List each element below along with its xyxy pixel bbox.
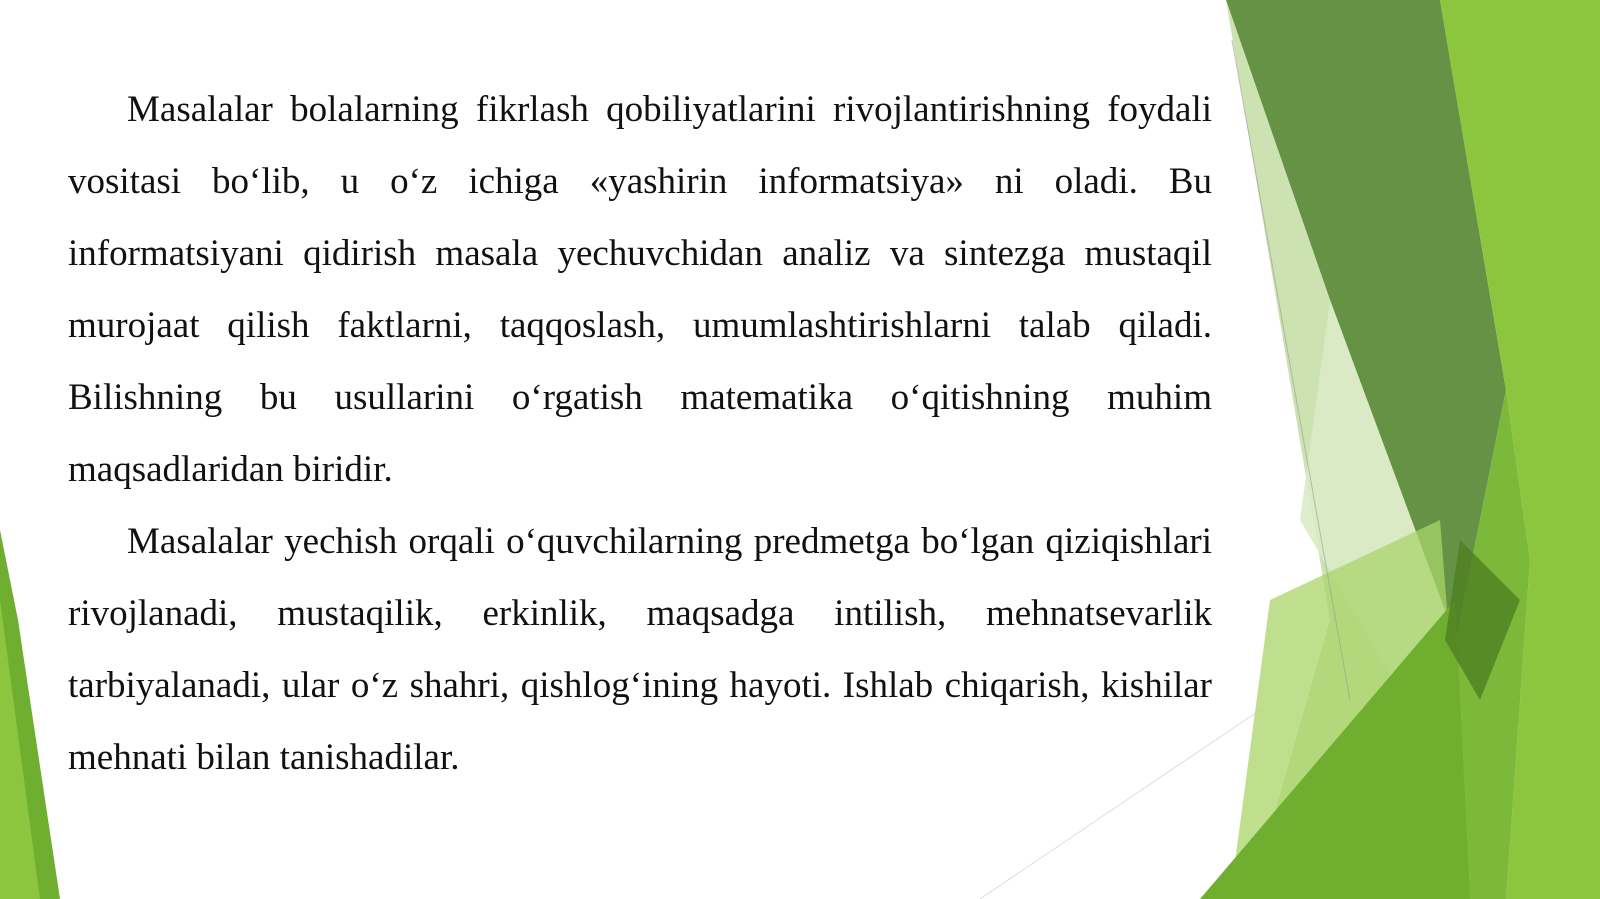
paragraph-1: Masalalar bolalarning fikrlash qobiliyatlarini rivojlantirishning foydali vositasi bo‘lib, u o‘z ichiga «yashirin informatsiya» ni oladi. Bu informatsiyani qidirish masala yechuvchidan analiz va sintezga mustaqil murojaat qilish faktlarni, taqqoslash, umumlashtirishlarni talab qiladi. Bilishning bu usullarini o‘rgatish matematika o‘qitishning muhim maqsadlaridan biridir. xyxy=(68,89,1212,490)
body-text xyxy=(68,74,1212,794)
paragraph-2: Masalalar yechish orqali o‘quvchilarning predmetga bo‘lgan qiziqishlari rivojlanadi, mustaqilik, erkinlik, maqsadga intilish, mehnatsevarlik tarbiyalanadi, ular o‘z shahri, qishlog‘ining hayoti. Ishlab chiqarish, kishilar mehnati bilan tanishadilar. xyxy=(68,521,1212,778)
